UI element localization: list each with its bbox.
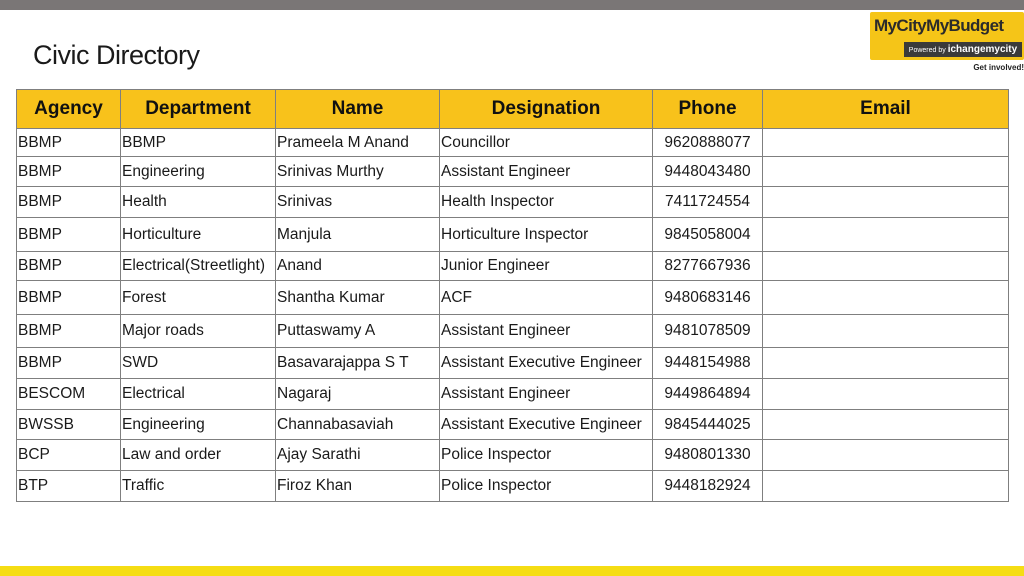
cell-designation: Horticulture Inspector <box>440 218 653 252</box>
cell-department: Horticulture <box>121 218 276 252</box>
cell-name: Manjula <box>276 218 440 252</box>
logo-main-text: MyCityMyBudget <box>874 16 1004 35</box>
header-department: Department <box>121 90 276 129</box>
cell-name: Srinivas Murthy <box>276 157 440 187</box>
cell-department: Traffic <box>121 471 276 502</box>
cell-email <box>763 471 1009 502</box>
cell-phone: 9845444025 <box>653 410 763 440</box>
cell-designation: Assistant Executive Engineer <box>440 348 653 379</box>
cell-agency: BBMP <box>17 348 121 379</box>
table-row <box>17 410 1009 440</box>
table-row <box>17 218 1009 252</box>
cell-phone: 7411724554 <box>653 187 763 218</box>
cell-phone: 9448154988 <box>653 348 763 379</box>
header-agency: Agency <box>17 90 121 129</box>
header-phone: Phone <box>653 90 763 129</box>
cell-agency: BCP <box>17 440 121 471</box>
cell-name: Basavarajappa S T <box>276 348 440 379</box>
cell-email <box>763 129 1009 157</box>
cell-department: Health <box>121 187 276 218</box>
top-accent-bar <box>0 0 1024 10</box>
cell-name: Srinivas <box>276 187 440 218</box>
cell-phone: 8277667936 <box>653 252 763 281</box>
cell-department: Law and order <box>121 440 276 471</box>
cell-department: Forest <box>121 281 276 315</box>
cell-designation: Assistant Engineer <box>440 157 653 187</box>
cell-name: Shantha Kumar <box>276 281 440 315</box>
cell-email <box>763 440 1009 471</box>
logo-tagline: Get involved! <box>973 63 1024 72</box>
table-row <box>17 157 1009 187</box>
cell-email <box>763 187 1009 218</box>
cell-designation: Police Inspector <box>440 471 653 502</box>
table-row <box>17 440 1009 471</box>
header-designation: Designation <box>440 90 653 129</box>
logo-box <box>870 12 1024 60</box>
header-name: Name <box>276 90 440 129</box>
table-row <box>17 348 1009 379</box>
cell-phone: 9449864894 <box>653 379 763 410</box>
logo-powered-by-label: Powered by <box>908 47 946 54</box>
cell-department: Major roads <box>121 315 276 348</box>
cell-agency: BBMP <box>17 315 121 348</box>
cell-email <box>763 281 1009 315</box>
cell-phone: 9448182924 <box>653 471 763 502</box>
logo-powered-by <box>904 42 1022 57</box>
cell-agency: BBMP <box>17 157 121 187</box>
cell-department: Engineering <box>121 410 276 440</box>
cell-phone: 9448043480 <box>653 157 763 187</box>
civic-directory-table <box>16 89 1009 502</box>
cell-email <box>763 157 1009 187</box>
cell-designation: Assistant Engineer <box>440 379 653 410</box>
page-title: Civic Directory <box>33 40 200 70</box>
table-row <box>17 379 1009 410</box>
cell-agency: BBMP <box>17 252 121 281</box>
cell-designation: Police Inspector <box>440 440 653 471</box>
cell-name: Nagaraj <box>276 379 440 410</box>
header-email: Email <box>763 90 1009 129</box>
cell-agency: BBMP <box>17 218 121 252</box>
cell-name: Firoz Khan <box>276 471 440 502</box>
cell-department: Electrical <box>121 379 276 410</box>
logo-brand: ichangemycity <box>947 44 1018 55</box>
cell-email <box>763 252 1009 281</box>
cell-phone: 9620888077 <box>653 129 763 157</box>
table-row <box>17 252 1009 281</box>
cell-name: Channabasaviah <box>276 410 440 440</box>
cell-name: Puttaswamy A <box>276 315 440 348</box>
table-header-row <box>17 90 1009 129</box>
cell-agency: BBMP <box>17 129 121 157</box>
cell-phone: 9845058004 <box>653 218 763 252</box>
cell-name: Ajay Sarathi <box>276 440 440 471</box>
bottom-accent-bar <box>0 566 1024 576</box>
cell-designation: ACF <box>440 281 653 315</box>
cell-email <box>763 348 1009 379</box>
cell-email <box>763 410 1009 440</box>
cell-agency: BWSSB <box>17 410 121 440</box>
mycitymybudget-logo <box>870 12 1024 74</box>
cell-agency: BBMP <box>17 187 121 218</box>
table-row <box>17 129 1009 157</box>
cell-designation: Councillor <box>440 129 653 157</box>
cell-email <box>763 218 1009 252</box>
cell-email <box>763 379 1009 410</box>
cell-department: SWD <box>121 348 276 379</box>
cell-phone: 9480801330 <box>653 440 763 471</box>
cell-designation: Health Inspector <box>440 187 653 218</box>
cell-email <box>763 315 1009 348</box>
cell-designation: Junior Engineer <box>440 252 653 281</box>
cell-agency: BBMP <box>17 281 121 315</box>
table-row <box>17 471 1009 502</box>
cell-agency: BTP <box>17 471 121 502</box>
cell-designation: Assistant Engineer <box>440 315 653 348</box>
cell-department: Engineering <box>121 157 276 187</box>
cell-agency: BESCOM <box>17 379 121 410</box>
table-row <box>17 315 1009 348</box>
cell-name: Prameela M Anand <box>276 129 440 157</box>
cell-department: Electrical(Streetlight) <box>121 252 276 281</box>
cell-department: BBMP <box>121 129 276 157</box>
table-row <box>17 281 1009 315</box>
table-row <box>17 187 1009 218</box>
cell-designation: Assistant Executive Engineer <box>440 410 653 440</box>
cell-name: Anand <box>276 252 440 281</box>
cell-phone: 9481078509 <box>653 315 763 348</box>
cell-phone: 9480683146 <box>653 281 763 315</box>
